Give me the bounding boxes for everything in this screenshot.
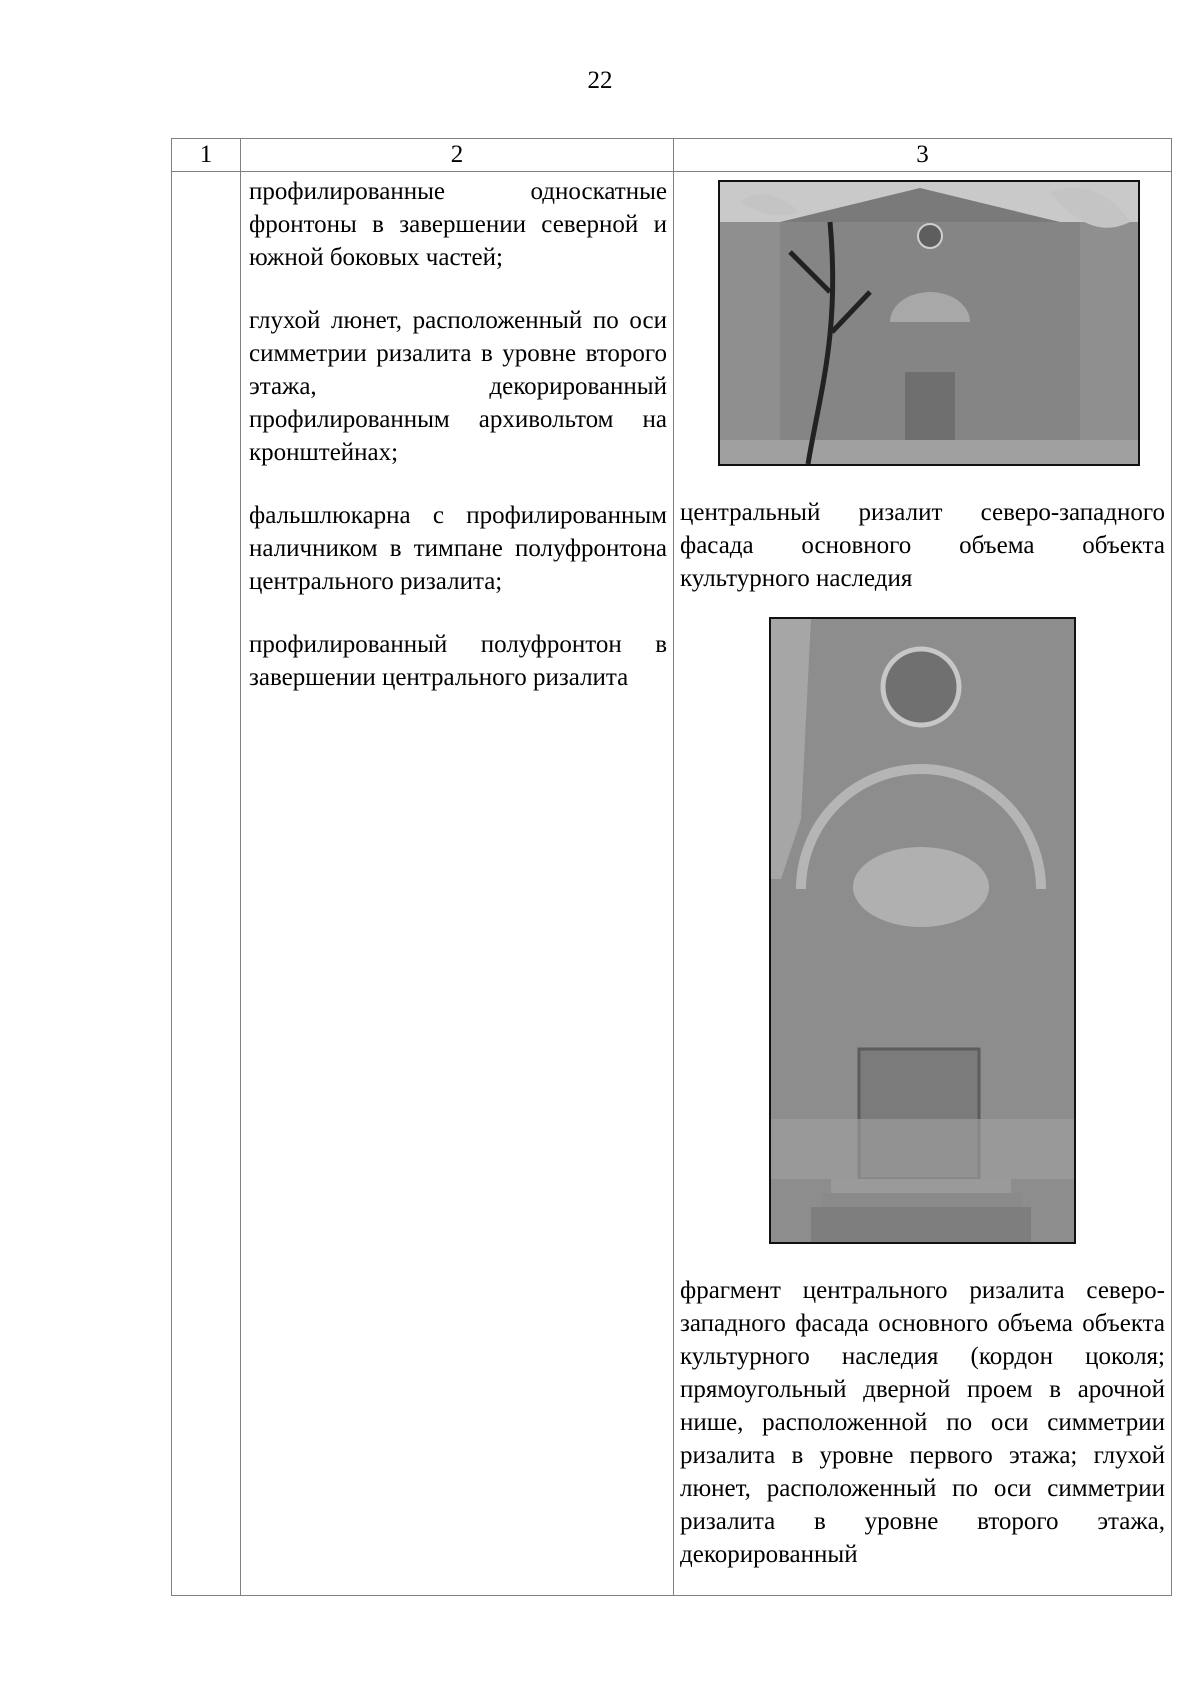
photo-caption-1: центральный ризалит северо-западного фасада основного объема объекта культурного наследия [680,499,1165,592]
facade-fragment-photo-image [771,619,1074,1242]
element-description-lunette: глухой люнет, расположенный по оси симметрии ризалита в уровне второго этажа, декорированный профилированным архивольтом на кронштейнах; [249,307,667,466]
column-header-3: 3 [674,139,1172,172]
element-description-pediments: профилированные односкатные фронтоны в завершении северной и южной боковых частей; [249,178,667,271]
element-description-half-pediment: профилированный полуфронтон в завершении центрального ризалита [249,631,667,691]
column-header-2: 2 [241,139,674,172]
column-1-cell [172,172,241,1596]
column-2-cell [241,172,674,1596]
facade-photo-image [720,182,1138,464]
table-header-row [172,139,1172,172]
page-number: 22 [587,67,613,94]
document-table [171,138,1172,1596]
facade-photo [718,180,1140,466]
element-description-false-dormer: фальшлюкарна с профилированным наличником в тимпане полуфронтона центрального ризалита; [249,502,667,595]
table-row [172,172,1172,1596]
column-header-1: 1 [172,139,241,172]
column-3-cell [674,172,1172,1596]
photo-caption-2: фрагмент центрального ризалита северо-западного фасада основного объема объекта культурного наследия (кордон цоколя; прямоугольный дверной проем в арочной нише, расположенной по оси симметрии ризалита в уровне первого этажа; глухой люнет, расположенный по оси симметрии ризалита в уровне второго этажа, декорированный [680,1277,1165,1568]
facade-fragment-photo [769,617,1076,1244]
